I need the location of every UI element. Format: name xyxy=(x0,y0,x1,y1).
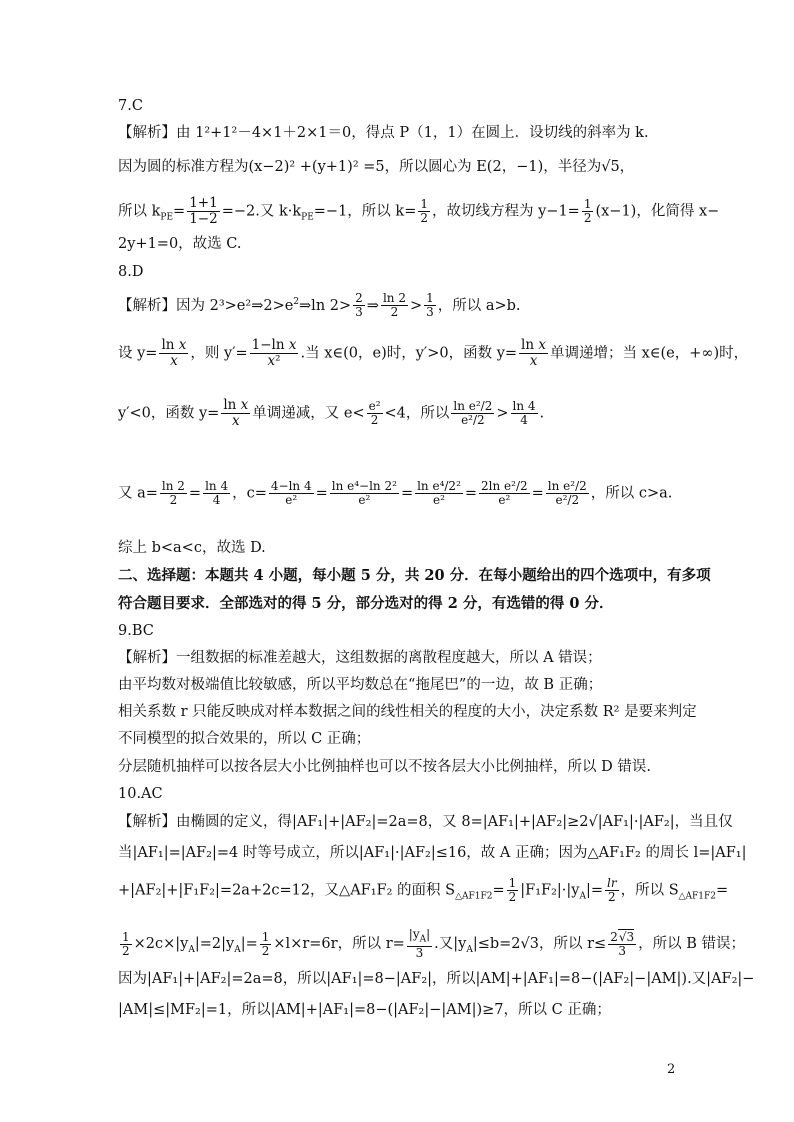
q7-analysis-line2: 因为圆的标准方程为(x−2)² +(y+1)² =5，所以圆心为 E(2，−1)，半径为√5， xyxy=(118,159,635,175)
q10-analysis-line5: 因为|AF₁|+|AF₂|=2a=8，所以|AF₁|=8−|AF₂|，所以|AM|+|AF₁|=8−(|AF₂|−|AM|).又|AF₂|− xyxy=(118,971,755,987)
q8-analysis-line4: 又 a= $\frac{\ln 2}{2}$ = $\frac{\ln 4}{4}$ ，c= $\frac{4-\ln 4}{\text{e²}}$ = $\frac{\text{ln e⁴−ln 2²}}{\text{e²}}$ = $\frac{\text{ln e⁴/2²}}{\text{e²}}$ = $\frac{\text{2ln e²/2}}{\text{e²}}$ = $\frac{\text{ln e²/2}}{\text{e²/2}}$ ，所以 c>a. xyxy=(118,479,673,507)
q9-analysis-line1: 【解析】一组数据的标准差越大，这组数据的离散程度越大，所以 A 错误； xyxy=(118,650,602,666)
q8-analysis-line5: 综上 b<a<c，故选 D. xyxy=(118,540,266,556)
q10-analysis-line6: |AM|≤|MF₂|=1，所以|AM|+|AF₁|=8−(|AF₂|−|AM|)≥7，所以 C 正确； xyxy=(118,1002,611,1018)
q10-analysis-line4: $\frac{1}{2}$ $\times 2c\times|y_A|=2|y_A|=$ $\frac{1}{2}$ ×l×r=6r，所以 r= $\frac{|y_A|}{3}$ .又$|y_A|\le b=2√3$，所以 r≤ $\frac{2√3}{3}$ ，所以 B 错误； xyxy=(122,927,745,961)
q9-analysis-line3: 相关系数 r 只能反映成对样本数据之间的线性相关的程度的大小，决定系数 R² 是要来判定 xyxy=(118,704,697,720)
q7-analysis-line3: 所以 $k_{PE}=$ $\frac{1+1}{1-2}$ =−2.又 $k\cdot k_{PE}=-1$，所以 k= $\frac{1}{2}$ ，故切线方程为 y−1= $\frac{1}{2}$ (x−1)，化简得 x− xyxy=(118,195,720,227)
section2-instructions-line2: 符合题目要求．全部选对的得 5 分，部分选对的得 2 分，有选错的得 0 分． xyxy=(118,595,614,612)
q8-analysis-line1: 【解析】因为 $2^3>e^2\Rightarrow 2>e^2\Rightarrow\ln$ 2> $\frac{2}{3}$ ⇒ $\frac{\ln 2}{2}$ > $\frac{1}{3}$ ，所以 a>b. xyxy=(118,291,521,320)
q9-heading: 9.BC xyxy=(118,623,154,639)
q10-analysis-line3: +|AF₂|+|F₁F₂|=2a+2c=12，又△AF₁F₂ 的面积 $S_{\triangle AF1F2}=$ $\frac{1}{2}$ $|F_1F_2|\cdot|y_A|=$ $\frac{lr}{2}$ ，所以 $S_{\triangle AF1F2}=$ xyxy=(118,876,729,904)
q10-heading: 10.AC xyxy=(118,786,163,802)
q9-analysis-line4: 不同模型的拟合效果的，所以 C 正确； xyxy=(118,731,371,747)
q10-analysis-line2: 当|AF₁|=|AF₂|=4 时等号成立，所以|AF₁|·|AF₂|≤16，故 A 正确；因为△AF₁F₂ 的周长 l=|AF₁| xyxy=(118,845,747,861)
q7-analysis-line1: 【解析】由 1²+1²－4×1＋2×1＝0，得点 P（1，1）在圆上．设切线的斜率为 k. xyxy=(118,125,649,141)
q8-heading: 8.D xyxy=(118,264,144,280)
q8-analysis-line2: 设 y= $\frac{\text{ln x}}{x}$ ，则 y′= $\frac{\text{1−ln x}}{\text{x²}}$ .当 x∈(0，e)时，y′>0，函数 y= $\frac{\text{ln x}}{x}$ 单调递增；当 x∈(e，+∞)时， xyxy=(118,337,749,369)
page-number: 2 xyxy=(667,1062,676,1077)
section2-instructions-line1: 二、选择题：本题共 4 小题，每小题 5 分，共 20 分．在每小题给出的四个选项中，有多项 xyxy=(118,567,711,584)
q9-analysis-line2: 由平均数对极端值比较敏感，所以平均数总在“拖尾巴”的一边，故 B 正确； xyxy=(118,677,603,693)
q7-analysis-line4: 2y+1=0，故选 C. xyxy=(118,236,242,252)
q10-analysis-line1: 【解析】由椭圆的定义，得|AF₁|+|AF₂|=2a=8，又 8=|AF₁|+|AF₂|≥2√|AF₁|·|AF₂|，当且仅 xyxy=(118,814,733,830)
q9-analysis-line5: 分层随机抽样可以按各层大小比例抽样也可以不按各层大小比例抽样，所以 D 错误. xyxy=(118,759,651,775)
q7-heading: 7.C xyxy=(118,98,143,114)
q8-analysis-line3: y′<0，函数 y= $\frac{\text{ln x}}{x}$ 单调递减，又 e< $\frac{\text{e²}}{2}$ <4，所以 $\frac{\text{ln e²/2}}{\text{e²/2}}$ > $\frac{\ln 4}{4}$ . xyxy=(118,397,545,429)
